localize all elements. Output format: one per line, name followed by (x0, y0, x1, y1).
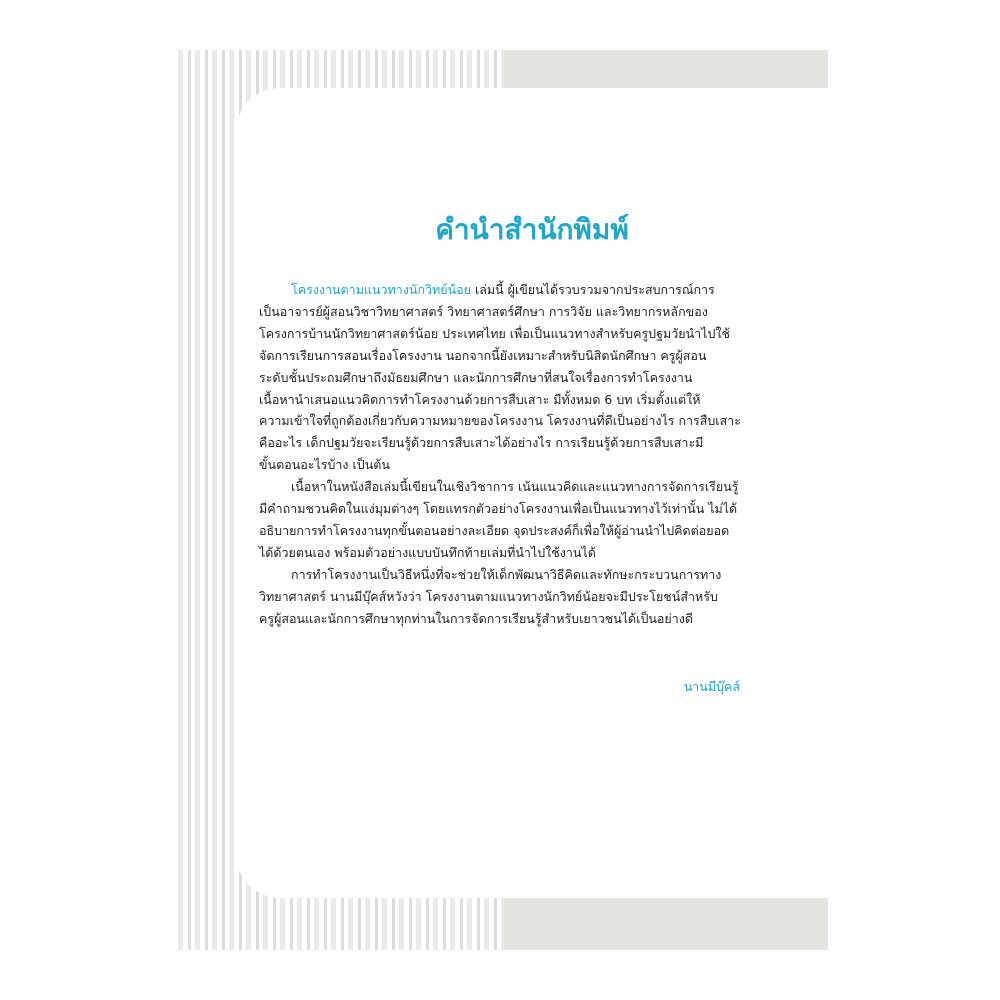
paragraph-1-line: ความเข้าใจที่ถูกต้องเกี่ยวกับความหมายของโครงงาน โครงงานที่ดีเป็นอย่างไร การสืบเสาะ (259, 413, 741, 429)
book-title-highlight: โครงงานตามแนวทางนักวิทย์น้อย (291, 282, 471, 297)
paragraph-2-line: ได้ด้วยตนเอง พร้อมตัวอย่างแบบบันทึกท้ายเล่มที่นำไปใช้งานได้ (259, 544, 596, 560)
book-page (178, 50, 828, 950)
paragraph-3-line: การทำโครงงานเป็นวิธีหนึ่งที่จะช่วยให้เด็กพัฒนาวิธีคิดและทักษะกระบวนการทาง (291, 566, 722, 582)
page-title: คำนำสำนักพิมพ์ (435, 213, 629, 246)
body-text (259, 279, 759, 630)
paragraph-2-line: อธิบายการทำโครงงานทุกขั้นตอนอย่างละเอียด จุดประสงค์ก็เพื่อให้ผู้อ่านนำไปคิดต่อยอด (259, 522, 730, 538)
paragraph-2-line: มีคำถามชวนคิดในแง่มุมต่างๆ โดยแทรกตัวอย่างโครงงานเพื่อเป็นแนวทางไว้เท่านั้น ไม่ได้ (259, 501, 738, 517)
paragraph-1-line: จัดการเรียนการสอนเรื่องโครงงาน นอกจากนี้ยังเหมาะสำหรับนิสิตนักศึกษา ครูผู้สอน (259, 347, 707, 363)
paragraph-1-line: ขั้นตอนอะไรบ้าง เป็นต้น (259, 457, 390, 473)
paragraph-1-line: ระดับชั้นประถมศึกษาถึงมัธยมศึกษา และนักการศึกษาที่สนใจเรื่องการทำโครงงาน (259, 369, 693, 385)
paragraph-1-line: โครงการบ้านนักวิทยาศาสตร์น้อย ประเทศไทย เพื่อเป็นแนวทางสำหรับครูปฐมวัยนำไปใช้ (259, 325, 730, 341)
publisher-signature: นานมีบุ๊คส์ (683, 679, 740, 694)
paragraph-1-line: เป็นอาจารย์ผู้สอนวิชาวิทยาศาสตร์ วิทยาศาสตร์ศึกษา การวิจัย และวิทยากรหลักของ (259, 303, 708, 319)
paragraph-2-line: เนื้อหาในหนังสือเล่มนี้เขียนในเชิงวิชาการ เน้นแนวคิดและแนวทางการจัดการเรียนรู้ (291, 479, 739, 495)
top-band-decoration (504, 50, 828, 88)
content-panel (236, 88, 828, 898)
paragraph-1-line-1 (259, 279, 759, 301)
paragraph-3-line: ครูผู้สอนและนักการศึกษาทุกท่านในการจัดการเรียนรู้สำหรับเยาวชนได้เป็นอย่างดี (259, 610, 693, 626)
bottom-band-decoration (504, 898, 828, 950)
paragraph-1-line: คืออะไร เด็กปฐมวัยจะเรียนรู้ด้วยการสืบเสาะได้อย่างไร การเรียนรู้ด้วยการสืบเสาะมี (259, 435, 704, 451)
paragraph-1-line: เนื้อหานำเสนอแนวคิดการทำโครงงานด้วยการสืบเสาะ มีทั้งหมด 6 บท เริ่มตั้งแต่ให้ (259, 391, 701, 407)
paragraph-1-line-1-text: เล่มนี้ ผู้เขียนได้รวบรวมจากประสบการณ์การ (471, 282, 715, 297)
paragraph-3-line: วิทยาศาสตร์ นานมีบุ๊คส์หวังว่า โครงงานตามแนวทางนักวิทย์น้อยจะมีประโยชน์สำหรับ (259, 588, 718, 604)
